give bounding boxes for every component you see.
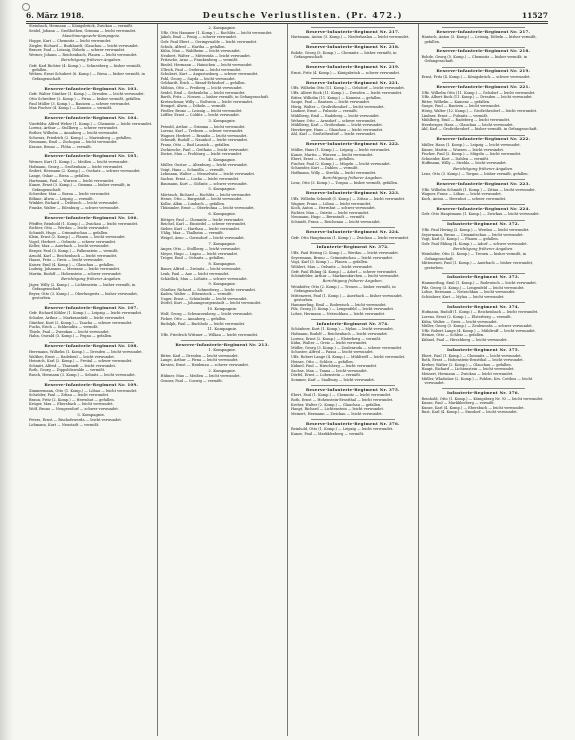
- casualty-entry: Pohl, Georg — Sayda — leicht verwundet.: [160, 76, 236, 81]
- casualty-entry: Ernst, Fritz (4. Komp.) — Königsbrück — schwer verwundet.: [291, 70, 401, 75]
- casualty-entry: Max Fischer (4. Komp.) — Kamenz — vermißt.: [29, 106, 113, 111]
- company-heading: 2. Kompagnie.: [208, 367, 237, 373]
- casualty-entry: Ritter, Wilhelm (11. Komp.) — Kamenz — gefallen.: [291, 95, 382, 100]
- casualty-entry: Ludwig, Johannes — Meerane — leicht verwundet.: [29, 267, 121, 272]
- regiment-heading: Infanterie-Regiment Nr. 373.: [422, 273, 546, 280]
- regiment-heading: Reserve-Infanterie-Regiment Nr. 224.: [422, 204, 546, 211]
- casualty-entry: Ahl, Karl — Großröhrsdorf — bisher vermißt, in Gefangenschaft.: [421, 127, 538, 132]
- casualty-entry: Otto Schreiber (2. Komp.) — Pirna — bisher vermißt, gefallen.: [29, 96, 142, 101]
- regiment-heading: Infanterie-Regiment Nr. 372.: [422, 220, 546, 227]
- company-heading: 4. Kompagnie.: [208, 156, 237, 162]
- regiment-heading: Infanterie-Regiment Nr. 374.: [422, 302, 546, 309]
- regiment-heading: Reserve-Infanterie-Regiment Nr. 107.: [29, 303, 154, 310]
- regiment-heading: Reserve-Infanterie-Regiment Nr. 104.: [29, 113, 154, 120]
- casualty-entry: Schröder, Paul — Zittau — leicht verwundet.: [29, 393, 110, 398]
- regiment-heading: Reserve-Infanterie-Regiment Nr. 105.: [29, 152, 154, 159]
- casualty-entry: Saupe, Paul — Bautzen — leicht verwundet.: [421, 104, 501, 109]
- casualty-entry: Uffz. Wilhelm Schmidt (1. Komp.) — Zittau — leicht verwundet.: [291, 197, 406, 202]
- casualty-entry: Gruner, Paul — Coswig — vermißt.: [160, 378, 223, 383]
- casualty-entry: Lorenz, Karl — Trebsen — schwer verwundet.: [160, 129, 244, 134]
- regiment-heading: Reserve-Infanterie-Regiment Nr. 217.: [291, 27, 415, 34]
- casualty-entry: Keller, Max — Auerbach — leicht verwundet.: [29, 244, 110, 249]
- casualty-entry: Gefr. Paul Ehling (4. Komp.) — Adorf — schwer verwundet.: [421, 241, 528, 246]
- casualty-entry: Neubert, Walter — Mittweida — leicht verwundet.: [160, 53, 251, 58]
- casualty-entry: Sieber, Kurt — Harthau — leicht verwundet.: [160, 226, 241, 231]
- casualty-entry: Heinrich, Karl (2. Komp.) — Freital — schwer verwundet.: [29, 359, 133, 364]
- casualty-entry: Uffz. Wilhelm Otto (11. Komp.) — Gelsdorf — leicht verwundet.: [421, 90, 536, 95]
- casualty-entry: Meyer, Hugo — Lugau — leicht verwundet.: [160, 251, 239, 256]
- casualty-entry: Richter, Max — Ostritz — leicht verwundet.: [291, 210, 370, 215]
- casualty-entry: Lange, Oskar — Riesa — gefallen.: [29, 174, 91, 179]
- casualty-entry: Rudolph, Paul — Buchholz — leicht verwundet.: [160, 321, 246, 326]
- casualty-entry: Pilz, Georg (3. Komp.) — Lengenfeld — leicht verwundet.: [291, 307, 394, 312]
- casualty-entry: Lehmann, Kurt — Neustadt — vermißt.: [29, 422, 100, 427]
- casualty-entry: Roth, Ernst — Hohenstein-Ernstthal — leicht verwundet.: [291, 398, 394, 403]
- casualty-entry: Uffz. Robert Lange (4. Komp.) — Mühltroff — leicht verwundet.: [421, 328, 536, 333]
- casualty-entry: Schönherr, Kurt — Mylau — leicht verwundet.: [421, 294, 505, 299]
- casualty-entry: Bauer, Alfred — Zwönitz — leicht verwundet.: [160, 267, 242, 272]
- company-heading: 3. Kompagnie.: [208, 118, 237, 124]
- casualty-entry: Hörig, Walter (12. Komp.) — Großröhrsdorf — leicht verwundet.: [421, 109, 538, 114]
- casualty-entry: Kolbe, Albin — Limbach — gefallen.: [160, 201, 226, 206]
- casualty-entry: Wolf, Bruno — Neugersdorf — schwer verwundet.: [29, 406, 119, 411]
- casualty-entry: Hoffmann, Willy — Strehla — leicht verwundet.: [421, 161, 507, 166]
- casualty-entry: Kühn, Max — Waldheim — leicht verwundet.: [160, 49, 241, 54]
- casualty-entry: Sachse, Max — Tanna — leicht verwundet.: [291, 368, 368, 373]
- casualty-entry: Wehrm. Ernst Schubert (6. Komp.) — Riesa — bisher vermißt, in Gefangenschaft.: [29, 72, 145, 81]
- casualty-entry: Kunze, Karl (4. Komp.) — Ebersbach — leicht verwundet.: [421, 405, 525, 410]
- casualty-entry: Schuster, Alfred — Pausa — leicht verwundet.: [291, 350, 374, 355]
- casualty-entry: Möbius, Otto — Freiberg — leicht verwundet.: [160, 85, 243, 90]
- casualty-entry: Lange, Arthur — Pirna — leicht verwundet.: [160, 358, 239, 363]
- casualty-entry: Peters, Ernst — Bischofswerda — leicht verwundet.: [29, 418, 122, 423]
- casualty-entry: Ernst, Fritz (4. Komp.) — Königsbrück — schwer verwundet.: [421, 75, 531, 80]
- casualty-entry: Uffz. Friedrich Wittmer — Wilkau — leicht verwundet.: [160, 332, 259, 337]
- casualty-entry: Hantsch, Anton (3. Komp.) — Leisnig, Döbeln — bisher vermißt, gefallen.: [421, 35, 537, 44]
- company-heading: 11. Kompagnie.: [207, 326, 238, 332]
- regiment-heading: Reserve-Infanterie-Regiment Nr. 221.: [422, 82, 546, 89]
- casualty-entry: Löffler, Ernst — Colditz — leicht verwundet.: [160, 113, 240, 118]
- regiment-heading: Reserve-Infanterie-Regiment Nr. 219.: [291, 62, 415, 69]
- casualty-entry: Gefr. Paul Ehling (4. Komp.) — Adorf — schwer verwundet.: [291, 269, 398, 274]
- casualty-entry: Wagner, Herbert — Brandis — leicht verwundet.: [160, 133, 248, 138]
- regiment-heading: Reserve-Infanterie-Regiment Nr. 109.: [29, 380, 154, 387]
- casualty-entry: Uffz. Albert Bock (11. Komp.) — Dresden — leicht verwundet.: [421, 95, 533, 100]
- company-heading: 1. Kompagnie.: [208, 347, 237, 353]
- casualty-entry: Hammerling, Emil — Rodewisch — leicht verwundet.: [291, 302, 387, 307]
- casualty-entry: Ebert, Paul (1. Komp.) — Chemnitz — leicht verwundet.: [291, 393, 392, 398]
- regiment-heading: Reserve-Infanterie-Regiment Nr. 217.: [422, 27, 546, 34]
- regiment-heading: Reserve-Infanterie-Regiment Nr. 376.: [291, 419, 415, 426]
- casualty-entry: Gefr. Walter Günther (1. Komp.) — Dresden — leicht verwundet.: [29, 92, 145, 97]
- casualty-entry: Braun, Fritz (2. Komp.) — Herrnhut — gefallen.: [29, 397, 115, 402]
- regiment-heading: Reserve-Infanterie-Regiment Nr. 223.: [291, 189, 415, 196]
- casualty-entry: Sommer, Karl — Saalburg — leicht verwundet.: [291, 377, 375, 382]
- casualty-entry: Kühnel, Paul — Hirschberg — leicht verwundet.: [421, 338, 508, 343]
- casualty-entry: Reinhold, Otto (1. Komp.) — Leipzig — leicht verwundet.: [291, 427, 394, 432]
- casualty-entry: Heinze, Otto — Schleiz — gefallen.: [291, 359, 354, 364]
- section-heading: Berichtigung früherer Angaben.: [61, 277, 122, 282]
- casualty-entry: Mühlberg, Emil — Radeberg — leicht verwundet.: [421, 118, 511, 123]
- company-heading: 10. Kompagnie.: [207, 306, 238, 312]
- regiment-heading: Reserve-Infanterie-Regiment Nr. 375.: [291, 385, 415, 392]
- casualty-entry: Vizefeldw. Alfred Weber (1. Komp.) — Chemnitz — leicht verwundet.: [29, 121, 153, 126]
- casualty-entry: Dörfel, Kurt — Johanngeorgenstadt — leicht verwundet.: [160, 301, 262, 306]
- casualty-entry: Neumann, Emil — Zschopau — leicht verwundet.: [29, 140, 118, 145]
- casualty-entry: Schubert, Kurt — Augustusburg — schwer verwundet.: [160, 72, 259, 77]
- casualty-entry: Hempel, Alwin — Döbeln — vermißt.: [160, 104, 227, 109]
- casualty-entry: Fischer, Paul (2. Komp.) — Mügeln — leicht verwundet.: [421, 152, 522, 157]
- casualty-entry: Kreher, Walter (2. Komp.) — Glauchau — gefallen.: [291, 402, 382, 407]
- casualty-entry: Böttger, Paul — Chemnitz — leicht verwundet.: [160, 217, 245, 222]
- page-binding-shadow: [0, 0, 14, 740]
- casualty-entry: Uffz. Paul Hering (2. Komp.) — Werdau — leicht verwundet.: [421, 227, 530, 232]
- company-heading: 7. Kompagnie.: [208, 240, 237, 246]
- regiment-heading: Reserve-Infanterie-Regiment Nr. 218.: [422, 47, 546, 54]
- casualty-entry: Hübner, Max — Meißen — leicht verwundet.: [160, 373, 241, 378]
- section-heading: Maschinengewehr-Kompagnie.: [62, 33, 121, 38]
- casualty-entry: Schwarz, Friedrich (2. Komp.) — Marienberg — gefallen.: [29, 135, 132, 140]
- casualty-entry: Seyermann, Bruno — Crimmitschau — leicht verwundet.: [421, 232, 524, 237]
- casualty-entry: Lohse, Hermann — Netzschkau — leicht verwundet.: [291, 311, 386, 316]
- casualty-entry: Dörfel, Ernst — Lobenstein — vermißt.: [291, 373, 362, 378]
- casualty-entry: Kunze, Martin — Wurzen — leicht verwundet.: [291, 152, 374, 157]
- column-1: [26, 24, 157, 736]
- section-heading: Berichtigung früherer Angaben.: [453, 166, 514, 171]
- casualty-entry: Zschiesche, Paul — Geithain — leicht verwundet.: [160, 147, 249, 152]
- casualty-entry: Ahl, Karl — Großröhrsdorf — leicht verwundet.: [291, 132, 377, 137]
- casualty-entry: Ebert, Paul (1. Komp.) — Chemnitz — leicht verwundet.: [421, 353, 522, 358]
- casualty-entry: Hofmann, Georg — Großenhain — leicht verwundet.: [29, 164, 124, 169]
- casualty-entry: Schmidt, Rudolf — Naunhof — leicht verwundet.: [160, 138, 249, 143]
- casualty-entry: Wagner, Franz — Löbau — leicht verwundet.: [421, 192, 502, 197]
- casualty-entry: Müller, Gustav — Altenburg — leicht verwundet.: [160, 163, 248, 168]
- casualty-entry: Baumann, Kurt — Gößnitz — schwer verwundet.: [160, 181, 248, 186]
- casualty-entry: Paul Müller (3. Komp.) — Bautzen — schwer verwundet.: [29, 101, 131, 106]
- regiment-heading: Reserve-Infanterie-Regiment Nr. 218.: [291, 43, 415, 50]
- casualty-entry: Ebert, Ernst — Oschatz — gefallen.: [291, 157, 355, 162]
- casualty-entry: Kunze, Paul — Markkleeberg — vermißt.: [421, 401, 495, 406]
- casualty-entry: Koch, Anton — Herrnhut — schwer verwundet.: [421, 196, 507, 201]
- casualty-entry: Haupt, Richard — Lichtenstein — leicht verwundet.: [421, 367, 515, 372]
- casualty-entry: Herzberger, Hans — Glauchau — leicht verwundet.: [291, 127, 384, 132]
- casualty-entry: Weinhöfer, Otto (2. Komp.) — Treuen — bisher vermißt, in Gefangenschaft.: [421, 252, 527, 261]
- casualty-entry: Gebhardt, Erich — Brand-Erbisdorf — gefallen.: [160, 81, 246, 86]
- casualty-entry: Pfeiffer, Reinhold (1. Komp.) — Zwickau — leicht verwundet.: [29, 221, 139, 226]
- regiment-heading: Reserve-Infanterie-Regiment Nr. 103.: [29, 84, 154, 91]
- regiment-heading: Reserve-Infanterie-Regiment Nr. 219.: [422, 67, 546, 74]
- issue-date: 6. März 1918.: [26, 10, 84, 20]
- casualty-entry: Franz, Otto — Bad Lausick — gefallen.: [160, 142, 231, 147]
- casualty-entry: Uffz. Robert Lange (4. Komp.) — Mühltroff — leicht verwundet.: [291, 354, 406, 359]
- casualty-entry: Gefr. Paul Ebert — Geringswalde — leicht verwundet.: [160, 39, 258, 44]
- section-heading: Berichtigung früherer Angaben.: [453, 247, 514, 252]
- casualty-entry: Ritter, Wilhelm — Kamenz — gefallen.: [421, 99, 491, 104]
- casualty-entry: Ritter, Karl — Dresden — leicht verwundet.: [160, 353, 239, 358]
- casualty-entry: Lorenz, Arthur — Stollberg — schwer verwundet.: [29, 126, 119, 131]
- casualty-entry: Steinbach, Hermann — Königsbrück, Zwickau — vermißt.: [29, 24, 134, 28]
- casualty-entry: Hartmann, Anton (3. Komp.) — Niederhaslau — leicht verwundet.: [291, 35, 410, 40]
- casualty-entry: Franke, Walter — Eilenburg — schwer verwundet.: [29, 205, 120, 210]
- casualty-entry: Klein, Ernst (2. Komp.) — Plauen — leicht verwundet.: [29, 235, 126, 240]
- casualty-entry: Gefr. Richard Köhler (1. Komp.) — Leipzig — leicht verwundet.: [29, 311, 143, 316]
- casualty-entry: Schmidt, Franz — Reichenau — leicht verwundet.: [291, 220, 381, 225]
- regiment-heading: Reserve-Infanterie-Regiment Nr. 106.: [29, 213, 154, 220]
- casualty-entry: Kühn, Walter — Greiz — leicht verwundet.: [291, 341, 368, 346]
- casualty-entry: Uffz. Wilhelm Schmidt (1. Komp.) — Zittau — leicht verwundet.: [421, 187, 536, 192]
- casualty-entry: Brauer, Paul — Leisnig, Döbeln — schwer verwundet.: [29, 48, 126, 53]
- casualty-entry: Wagner, Franz — Löbau — leicht verwundet.: [291, 201, 372, 206]
- casualty-entry: Wolf, Georg — Schwarzenberg — leicht verwundet.: [160, 312, 253, 317]
- casualty-entry: Beyer, Otto (3. Komp.) — Oberlungwitz — bisher verwundet, gestorben.: [29, 291, 138, 300]
- publication-title: Deutsche Verlustlisten. (Pr. 472.): [202, 10, 404, 20]
- casualty-entry: Lenz, Otto (3. Komp.) — Torgau — bisher vermißt, gefallen.: [421, 171, 529, 176]
- casualty-entry: Schönfelder, Arthur — Markneukirchen — leicht verwundet.: [291, 274, 400, 279]
- casualty-entry: Saupe, Paul — Bautzen — leicht verwundet.: [291, 100, 371, 105]
- casualty-entry: Fiedler, Bruno — Leisnig — leicht verwundet.: [160, 108, 243, 113]
- casualty-entry: Rohde, Georg (5. Komp.) — Chemnitz — bisher vermißt, in Gefangenschaft.: [421, 55, 528, 64]
- casualty-entry: Müller, Wladislaw (2. Komp.) — Pohlen, Krs. Cottbus — leicht verwundet.: [421, 376, 533, 385]
- casualty-entry: Richter, Otto — Werdau — leicht verwundet.: [29, 226, 109, 231]
- casualty-entry: Kühnel, Paul — Hirschberg — leicht verwundet.: [291, 364, 378, 369]
- casualty-entry: Petzold, Arthur — Grimma — leicht verwundet.: [160, 124, 246, 129]
- column-3: [287, 24, 418, 736]
- casualty-entry: Kaiser, Emil (4. Komp.) — Glauchau — gefallen.: [29, 262, 115, 267]
- page-header: [26, 8, 548, 22]
- casualty-entry: Kunze, Ernst (3. Komp.) — Grimma — bisher vermißt, in Gefangenschaft.: [29, 183, 131, 192]
- regiment-heading: Reserve-Infanterie-Regiment Nr. 222.: [422, 135, 546, 142]
- casualty-entry: Böhme, Alwin — Leipzig — vermißt.: [29, 196, 94, 201]
- casualty-entry: Voigt, Hans — Schmölln — vermißt.: [160, 167, 225, 172]
- casualty-entry: Rohde, Georg (5. Komp.) — Chemnitz — bisher vermißt, in Gefangenschaft.: [291, 50, 397, 60]
- casualty-entry: Wöhlert, Max — Oelsnitz — leicht verwundet.: [291, 265, 373, 269]
- casualty-entry: Hoffmann, Willy — Strehla — leicht verwundet.: [291, 170, 377, 175]
- casualty-entry: Uhlig, Max — Thalheim — vermißt.: [160, 231, 224, 236]
- casualty-entry: Fritzsche, Arno — Frankenberg — vermißt.: [160, 58, 239, 63]
- casualty-entry: Weigel, Arno — Gornsdorf — leicht verwundet.: [160, 235, 245, 240]
- casualty-entry: Schädlich, Max — Lößnitz — schwer verwundet.: [160, 276, 248, 281]
- casualty-entry: Herrmann, Wilhelm (1. Komp.) — Dresden — leicht verwundet.: [29, 349, 143, 354]
- casualty-entry: Pilz, Georg (3. Komp.) — Lengenfeld — leicht verwundet.: [421, 285, 525, 290]
- casualty-entry: Vogel, Herbert — Oelsnitz — schwer verwundet.: [29, 239, 117, 244]
- casualty-entry: Kunze, Paul — Markkleeberg — vermißt.: [291, 432, 365, 437]
- company-heading: 5. Kompagnie.: [77, 411, 106, 417]
- casualty-entry: Neumann, Hugo — Bernstadt — vermißt.: [291, 215, 366, 220]
- regiment-heading: Reserve-Infanterie-Regiment Nr. 221.: [291, 78, 415, 85]
- header-rule: [26, 21, 548, 22]
- casualty-entry: Kaden, Walter — Eibenstock — vermißt.: [160, 292, 233, 297]
- casualty-entry: Schönherr, Kurt (1. Komp.) — Mylau — leicht verwundet.: [291, 327, 394, 332]
- casualty-entry: Hammerling, Emil (1. Komp.) — Rodewisch — leicht verwundet.: [421, 281, 537, 286]
- section-heading: Berichtigung früherer Angaben.: [322, 279, 383, 284]
- casualty-entry: Seyermann, Bruno — Crimmitschau — leicht verwundet.: [291, 255, 394, 260]
- casualty-entry: Unger, Ernst — Schönheide — leicht verwundet.: [160, 296, 248, 301]
- casualty-entry: Meinert, Hermann — Zwickau — leicht verwundet.: [421, 372, 514, 377]
- casualty-entry: Haase, Fritz — Greiz — leicht verwundet.: [29, 258, 104, 263]
- casualty-entry: Lorenz, Ernst (2. Komp.) — Elsterberg — vermißt.: [421, 315, 512, 320]
- casualty-entry: Müller, Georg (3. Komp.) — Zeulenroda — schwer verwundet.: [421, 324, 533, 329]
- company-heading: 6. Kompagnie.: [208, 211, 237, 217]
- casualty-entry: Walther, Ernst — Radebeul — leicht verwundet.: [29, 354, 115, 359]
- casualty-entry: Ziegler, Richard — Burkhardt, Glauchau — leicht verwundet.: [29, 43, 139, 48]
- casualty-entry: Arnold, Karl — Reichenbach — leicht verwundet.: [29, 253, 118, 258]
- casualty-entry: Ullrich, Paul — Oederan — leicht verwundet.: [160, 67, 242, 72]
- casualty-entry: Mühlberg, Emil — Radeberg — leicht verwundet.: [291, 113, 380, 118]
- casualty-entry: Hofmann, Rudolf (1. Komp.) — Reichenbach — leicht verwundet.: [421, 310, 539, 315]
- casualty-entry: Seidel, Johann — Großbothen, Grimma — leicht verwundet.: [29, 28, 137, 33]
- casualty-entry: Lehmann, Walter — Meuselwitz — leicht verwundet.: [160, 172, 255, 177]
- casualty-entry: Kreher, Walter (2. Komp.) — Glauchau — gefallen.: [421, 362, 512, 367]
- casualty-entry: Schmidt, Hugo — Crimmitschau — gefallen.: [29, 230, 109, 235]
- casualty-entry: Hofmann, Rudolf — Reichenbach — leicht verwundet.: [291, 331, 388, 336]
- casualty-entry: Gefr. Otto Hauptmann (1. Komp.) — Zwickau — leicht verwundet.: [421, 212, 540, 217]
- casualty-entry: Hörig, Walter — Großröhrsdorf — leicht verwundet.: [291, 104, 385, 109]
- casualty-entry: Winkler, Richard — Delitzsch — leicht verwundet.: [29, 201, 119, 206]
- regiment-heading: Reserve-Infanterie-Regiment Nr. 108.: [29, 342, 154, 349]
- column-2: [157, 24, 288, 736]
- casualty-entry: Müller, Hans (1. Komp.) — Leipzig — leicht verwundet.: [291, 147, 391, 152]
- casualty-entry: Weinhöfer, Otto (2. Komp.) — Treuen — bisher vermißt, in Gefangenschaft.: [291, 284, 396, 294]
- casualty-entry: Rust, Karl (4. Komp.) — Emsdorf — leicht verwundet.: [421, 410, 518, 415]
- casualty-entry: Mörtzsch, Richard — Rochlitz — leicht verwundet.: [160, 192, 252, 197]
- casualty-entry: Schulz, Alfred — Hartha — gefallen.: [160, 44, 226, 49]
- regiment-heading: Infanterie-Regiment Nr. 372.: [291, 243, 415, 250]
- casualty-entry: Günther, Kurt (2. Komp.) — Taucha — schwer verwundet.: [29, 320, 133, 325]
- casualty-entry: Schmitt, Alfred — Tharandt — leicht verwundet.: [29, 363, 117, 368]
- casualty-entry: Hoppe, Kurt — Chemnitz — leicht verwundet.: [29, 39, 112, 44]
- regiment-heading: Infanterie-Regiment Nr. 376.: [422, 388, 546, 395]
- casualty-entry: Vogt, Karl (3. Komp.) — Plauen — gefallen.: [291, 260, 369, 265]
- section-heading: Berichtigung früherer Angaben.: [322, 176, 383, 181]
- casualty-entry: Riedel, Hermann — Hainichen — leicht verwundet.: [160, 62, 253, 67]
- casualty-entry: Günther, Richard — Schneeberg — leicht verwundet.: [160, 287, 257, 292]
- casualty-entry: Thümmler, Ernst — Oberfrohna — leicht verwundet.: [160, 206, 255, 211]
- casualty-entry: Hartmann, Paul — Wurzen — leicht verwundet.: [29, 178, 115, 183]
- regiment-heading: Infanterie-Regiment Nr. 374.: [291, 319, 415, 326]
- casualty-entry: Gefr. Otto Hauptmann (1. Komp.) — Zwickau — leicht verwundet.: [291, 235, 410, 240]
- casualty-entry: Dietze, Max — Frohburg — leicht verwundet.: [160, 152, 243, 157]
- casualty-entry: Zimmermann, Otto (1. Komp.) — Löbau — leicht verwundet.: [29, 388, 138, 393]
- casualty-entry: Roth, Georg — Dippoldiswalde — vermißt.: [29, 368, 106, 373]
- casualty-entry: Koch, Anton — Herrnhut — schwer verwundet.: [291, 206, 376, 211]
- casualty-entry: Reichel, Karl — Einsiedel — schwer verwundet.: [160, 222, 247, 227]
- regiment-heading: Reserve-Infanterie-Regiment Nr. 213.: [161, 340, 285, 347]
- casualty-entry: Lenz, Otto (3. Komp.) — Torgau — bisher vermißt, gefallen.: [291, 181, 399, 186]
- casualty-entry: Krause, Bruno — Flöha — vermißt.: [29, 144, 92, 149]
- company-heading: 8. Kompagnie.: [208, 261, 237, 267]
- casualty-entry: Uffz. Paul Hering (2. Komp.) — Werdau — leicht verwundet.: [291, 251, 399, 256]
- casualty-entry: Berger, Paul (3. Komp.) — Falkenstein — vermißt.: [29, 249, 119, 254]
- casualty-entry: Anger, Otto — Stollberg — leicht verwundet.: [160, 247, 241, 252]
- casualty-entry: Lorenz, Ernst (2. Komp.) — Elsterberg — vermißt.: [291, 336, 382, 341]
- casualty-entry: Meinert, Hermann — Zwickau — leicht verwundet.: [291, 411, 383, 416]
- casualty-entry: Mittenzwei, Paul (1. Komp.) — Auerbach — bisher verwundet, gestorben.: [421, 261, 534, 270]
- casualty-entry: Barth, Fritz — Nossen — bisher vermißt, in Gefangenschaft.: [160, 95, 270, 100]
- casualty-entry: Schulze, Arthur — Markranstädt — leicht verwundet.: [29, 316, 126, 321]
- casualty-entry: Wehner, Otto — Arnsdorf — schwer verwundet.: [291, 118, 377, 123]
- casualty-entry: Fischer, Paul (2. Komp.) — Mügeln — leicht verwundet.: [291, 161, 391, 166]
- page-number: 11527: [521, 10, 548, 20]
- casualty-entry: Roth, Ernst — Hohenstein-Ernstthal — leicht verwundet.: [421, 358, 524, 363]
- casualty-entry: Schreiber, Max — Borna — leicht verwundet.: [29, 192, 111, 197]
- casualty-entry: Busch, Hermann (3. Komp.) — Sebnitz — leicht verwundet.: [29, 372, 136, 377]
- casualty-entry: Thiele, Paul — Zwenkau — leicht verwundet.: [29, 329, 110, 334]
- casualty-entry: Kirsten, Ernst — Heidenau — schwer verwundet.: [160, 362, 250, 367]
- casualty-entry: Reinhold, Otto (1. Komp.) — Königsberg Nr. 93 — leicht verwundet.: [421, 396, 544, 401]
- casualty-entry: Mittenzwei, Paul (1. Komp.) — Auerbach — bisher verwundet, gestorben.: [291, 293, 403, 302]
- casualty-entry: Gefr. Karl Richter (4. Komp.) — Schneeberg — bisher vermißt, gefallen.: [29, 63, 142, 72]
- casualty-entry: Müller, Georg (3. Komp.) — Zeulenroda — schwer verwundet.: [291, 345, 403, 350]
- casualty-entry: Lohse, Hermann — Netzschkau — leicht verwundet.: [421, 290, 516, 295]
- casualty-entry: Lenk, Paul — Aue — leicht verwundet.: [160, 271, 230, 276]
- regiment-heading: Infanterie-Regiment Nr. 375.: [422, 345, 546, 352]
- casualty-entry: Jakob, Emil — Penig — schwer verwundet.: [160, 35, 238, 40]
- casualty-entry: Uffz. Albert Bock (11. Komp.) — Dresden — leicht verwundet.: [291, 90, 403, 95]
- casualty-entry: Ficker, Otto — Annaberg — gefallen.: [160, 317, 227, 322]
- casualty-entry: Uffz. Wilhelm Otto (11. Komp.) — Gelsdorf — leicht verwundet.: [291, 86, 405, 91]
- casualty-entry: Werner, Kurt (1. Komp.) — Meißen — leicht verwundet.: [29, 160, 129, 165]
- casualty-entry: Krüger, Max — Ebersbach — leicht verwundet.: [29, 402, 114, 407]
- casualty-entry: Werner, Johann — Reichenbach, Plauen — leicht verwundet.: [29, 52, 138, 57]
- regiment-heading: Reserve-Infanterie-Regiment Nr. 224.: [291, 227, 415, 234]
- casualty-entry: Seifert, Hermann (2. Komp.) — Oschatz — schwer verwundet.: [29, 169, 141, 174]
- casualty-entry: Schneider, Kurt — Dahlen — vermißt.: [291, 166, 359, 171]
- casualty-entry: Kretzschmar, Willy — Roßwein — leicht verwundet.: [160, 99, 254, 104]
- casualty-entry: Hahn, Oswald (3. Komp.) — Pegau — gefallen.: [29, 334, 113, 339]
- casualty-entry: Rother, Wilhelm — Annaberg — leicht verwundet.: [29, 130, 119, 135]
- regiment-heading: Reserve-Infanterie-Regiment Nr. 223.: [422, 179, 546, 186]
- casualty-entry: Mühlberg, Karl — Großenhain — leicht verwundet.: [291, 123, 383, 128]
- casualty-entry: Fuchs, Erich — Schkeuditz — vermißt.: [29, 325, 99, 330]
- casualty-entry: Schneider, Kurt — Dahlen — vermißt.: [421, 156, 490, 161]
- casualty-entry: Hesse, Otto — Burgstädt — leicht verwundet.: [160, 197, 243, 202]
- casualty-entry: Seidel, Emil — Siebenlehn — leicht verwundet.: [160, 90, 246, 95]
- text-columns: [26, 24, 548, 736]
- casualty-entry: Tröger, Emil — Oelsnitz — gefallen.: [160, 256, 225, 261]
- company-heading: 9. Kompagnie.: [208, 281, 237, 287]
- casualty-entry: Kunze, Martin — Wurzen — leicht verwundet.: [421, 147, 505, 152]
- casualty-entry: Müller, Hans (1. Komp.) — Leipzig — leicht verwundet.: [421, 143, 521, 148]
- casualty-entry: Heinze, Otto — Schleiz — gefallen.: [421, 333, 485, 338]
- casualty-entry: Lindner, Ernst — Pulsnitz — vermißt.: [291, 109, 358, 114]
- company-heading: 2. Kompagnie.: [208, 24, 237, 30]
- column-4: [418, 24, 549, 736]
- section-heading: Berichtigung früherer Angaben.: [61, 58, 122, 63]
- casualty-entry: Sachse, Ernst — Lucka — leicht verwundet.: [160, 177, 240, 182]
- casualty-entry: Martin, Rudolf — Hohenstein — schwer verwundet.: [29, 272, 122, 277]
- regiment-heading: Reserve-Infanterie-Regiment Nr. 222.: [291, 140, 415, 147]
- casualty-entry: Kühn, Walter — Greiz — leicht verwundet.: [421, 319, 498, 324]
- casualty-entry: Herzberger, Hans — Glauchau — leicht verwundet.: [421, 122, 514, 127]
- casualty-entry: Vogt, Karl (3. Komp.) — Plauen — gefallen.: [421, 237, 499, 242]
- casualty-entry: Jäger, Willy (2. Komp.) — Lichtenstein — bisher vermißt, in Gefangenschaft.: [29, 282, 136, 291]
- casualty-entry: Lindner, Ernst — Pulsnitz — vermißt.: [421, 113, 489, 118]
- casualty-entry: Haupt, Richard — Lichtenstein — leicht verwundet.: [291, 407, 385, 412]
- casualty-entry: Uffz. Otto Hammer (1. Komp.) — Rochlitz — leicht verwundet.: [160, 30, 273, 35]
- company-heading: 5. Kompagnie.: [208, 186, 237, 192]
